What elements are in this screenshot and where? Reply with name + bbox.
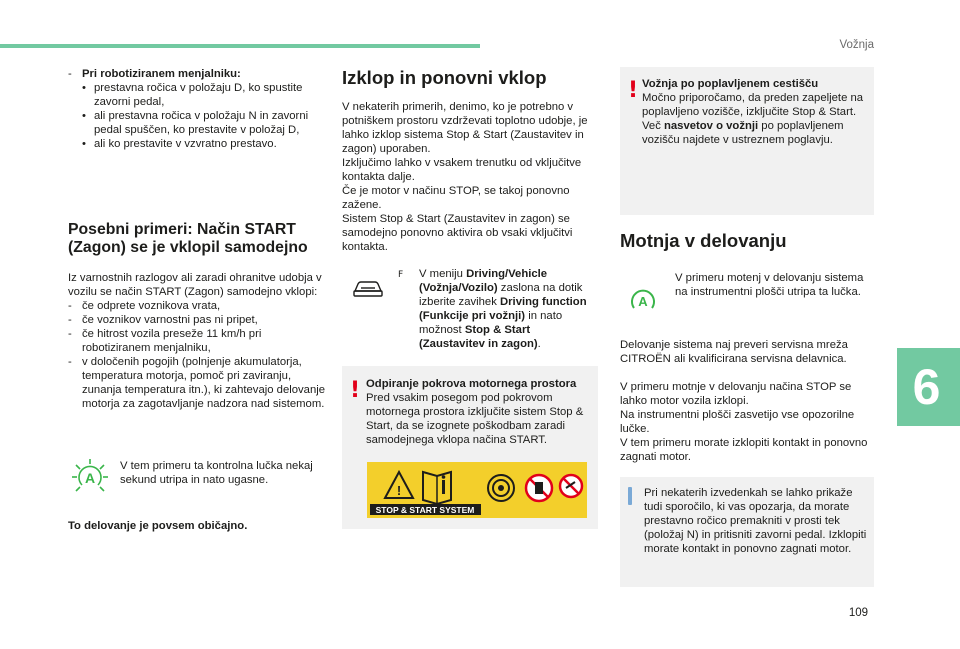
section-title: Vožnja <box>839 39 874 51</box>
hood-warning-title: Odpiranje pokrova motornega prostora <box>366 378 577 390</box>
column-right <box>620 230 874 464</box>
special-cases-list <box>68 299 330 411</box>
hood-warning-box <box>342 366 598 529</box>
body-paragraph: V nekaterih primerih, denimo, ko je potrebno v potniškem prostoru vzdrževati toplotno udobje, je lahko izklop sistema Stop & Start (Zaustavitev in zagon) uporaben. <box>342 101 588 155</box>
list-item: - če odprete voznikova vrata, <box>68 299 330 313</box>
stop-start-label-icon <box>367 462 587 518</box>
body-paragraph: Če je motor v načinu STOP, se takoj ponovno zažene. <box>342 185 570 211</box>
label-text: STOP & START SYSTEM <box>375 505 475 515</box>
auto-item-label: Pri robotiziranem menjalniku: <box>82 68 241 80</box>
label-warning-mark: ! <box>396 483 402 498</box>
column-left <box>68 67 330 533</box>
body-paragraph: Izključimo lahko v vsakem trenutku od vključitve kontakta dalje. <box>342 157 582 183</box>
list-item: • ali ko prestavite v vzvratno prestavo. <box>82 137 330 151</box>
chapter-number: 6 <box>912 359 941 415</box>
malfunction-lamp-row <box>620 272 874 323</box>
flood-warning-title: Vožnja po poplavljenem cestišču <box>642 78 819 90</box>
list-item: • prestavna ročica v položaju D, ko spustite zavorni pedal, <box>82 81 330 109</box>
body-paragraph: Sistem Stop & Start (Zaustavitev in zagon) se samodejno ponovno aktivira ob vsaki vključitvi kontakta. <box>342 213 573 253</box>
chapter-tab <box>897 348 960 426</box>
list-item: - če voznikov varnostni pas ni pripet, <box>68 313 330 327</box>
flood-warning-box <box>620 67 874 215</box>
lamp-note-row <box>68 457 330 501</box>
warning-icon: ! <box>628 78 639 103</box>
disable-heading: Izklop in ponovni vklop <box>342 67 547 88</box>
car-settings-icon <box>352 277 384 299</box>
list-item: - če hitrost vozila preseže 11 km/h pri robotiziranem menjalniku, <box>68 327 330 355</box>
info-text: Pri nekaterih izvedenkah se lahko prikaže tudi sporočilo, ki vas opozarja, da morate prestavno ročico premakniti v prosti tek (položaj N) in pritisniti zavorni pedal. Izklopiti morate kontakt in ponovno zagnati motor. <box>644 487 867 555</box>
menu-arrow-icon: F <box>398 270 404 280</box>
malfunction-lamp-note: V primeru motenj v delovanju sistema na instrumentni plošči utripa ta lučka. <box>675 272 864 298</box>
body-paragraph: Na instrumentni plošči zasvetijo vse opozorilne lučke. <box>620 409 855 435</box>
stop-start-lamp-icon <box>70 457 110 497</box>
lamp-note: V tem primeru ta kontrolna lučka nekaj sekund utripa in nato ugasne. <box>120 460 313 486</box>
body-paragraph: V tem primeru morate izklopiti kontakt in ponovno zagnati motor. <box>620 437 868 463</box>
malfunction-heading: Motnja v delovanju <box>620 230 787 251</box>
column-middle <box>342 67 598 357</box>
flood-warning-text: Vožnja po poplavljenem cestišču Močno priporočamo, da preden zapeljete na poplavljeno vozišče, izključite Stop & Start. Več nasvetov o vožnji po poplavljenem vozišču najdete v ustreznem poglavju. <box>642 78 864 146</box>
closing-note: To delovanje je povsem običajno. <box>68 520 248 532</box>
menu-instruction <box>342 267 598 357</box>
hood-warning-text: Odpiranje pokrova motornega prostora Pred vsakim posegom pod pokrovom motornega prostora izključite sistem Stop & Start, da se izognete poškodbam zaradi samodejnega vklopa načina START. <box>366 378 584 446</box>
auto-gearbox-list <box>68 67 330 151</box>
lamp-letter: A <box>84 470 96 486</box>
stop-start-fault-lamp-icon <box>626 283 660 317</box>
list-item: • ali prestavna ročica v položaju N in zavorni pedal spuščen, ko prestavite v položaj D, <box>82 109 330 137</box>
body-paragraph: V primeru motnje v delovanju načina STOP se lahko motor vozila izklopi. <box>620 381 852 407</box>
page-number: 109 <box>848 607 868 619</box>
top-accent-bar <box>0 44 480 48</box>
list-item <box>68 67 330 151</box>
disable-body <box>342 100 598 254</box>
info-icon <box>628 487 632 505</box>
service-note: Delovanje sistema naj preveri servisna mreža CITROËN ali kvalificirana servisna delavnica. <box>620 339 848 365</box>
list-item: - v določenih pogojih (polnjenje akumulatorja, temperatura motorja, pomoč pri zaviranju, zunanja temperatura itn.), ki zahtevajo delovanje motorja za zagotavljanje nadzora nad sistemom. <box>68 355 330 411</box>
special-cases-heading: Posebni primeri: Način START (Zagon) se je vklopil samodejno <box>68 221 308 256</box>
menu-text: V meniju Driving/Vehicle (Vožnja/Vozilo) zaslona na dotik izberite zavihek Driving function (Funkcije pri vožnji) in nato možnost Stop & Start (Zaustavitev in zagon). <box>419 268 587 350</box>
warning-icon: ! <box>350 378 361 403</box>
info-box <box>620 477 874 587</box>
special-cases-intro: Iz varnostnih razlogov ali zaradi ohranitve udobja v vozilu se način START (Zagon) samodejno vklopi: <box>68 272 322 298</box>
lamp-letter: A <box>638 294 648 309</box>
stop-fault-text <box>620 380 874 464</box>
